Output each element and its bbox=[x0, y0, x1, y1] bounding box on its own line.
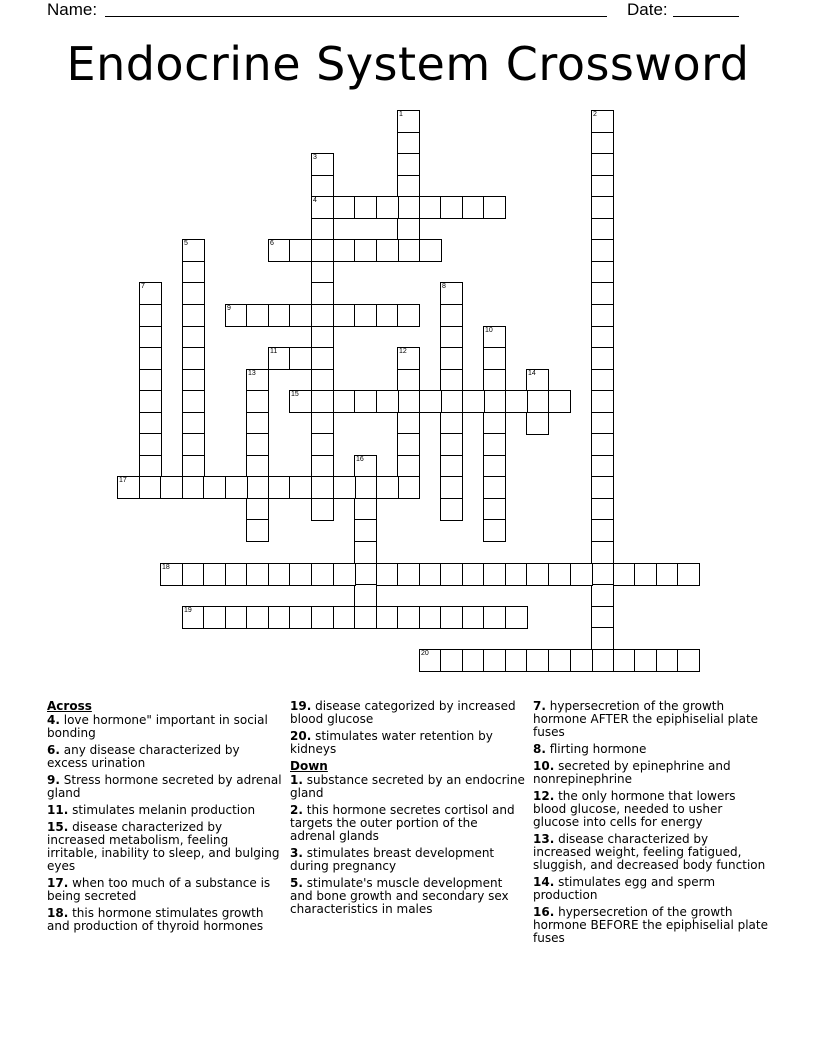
crossword-cell[interactable] bbox=[182, 606, 205, 629]
crossword-cell[interactable] bbox=[677, 649, 700, 672]
crossword-cell[interactable] bbox=[289, 304, 312, 327]
clue-text: stimulates breast development during pregnancy bbox=[290, 846, 495, 873]
crossword-cell[interactable] bbox=[289, 239, 312, 262]
crossword-cell[interactable] bbox=[440, 326, 463, 349]
cell-number: 11 bbox=[270, 348, 278, 355]
crossword-cell[interactable] bbox=[591, 175, 614, 198]
crossword-cell[interactable] bbox=[311, 498, 334, 521]
clue-number: 1. bbox=[290, 773, 303, 787]
crossword-cell[interactable] bbox=[160, 476, 183, 499]
clue-column-2 bbox=[290, 700, 525, 920]
down-heading: Down bbox=[290, 759, 328, 773]
crossword-cell[interactable] bbox=[311, 239, 334, 262]
crossword-cell[interactable] bbox=[246, 455, 269, 478]
crossword-cell[interactable] bbox=[139, 282, 162, 305]
crossword-cell[interactable] bbox=[333, 239, 356, 262]
crossword-cell[interactable] bbox=[203, 563, 226, 586]
cell-number: 20 bbox=[421, 650, 429, 657]
crossword-cell[interactable] bbox=[483, 347, 506, 370]
crossword-cell[interactable] bbox=[419, 649, 442, 672]
crossword-cell[interactable] bbox=[376, 390, 399, 413]
cell-number: 8 bbox=[442, 283, 446, 290]
crossword-cell[interactable] bbox=[483, 390, 506, 413]
crossword-cell[interactable] bbox=[182, 304, 205, 327]
crossword-cell[interactable] bbox=[440, 563, 463, 586]
crossword-cell[interactable] bbox=[311, 218, 334, 241]
crossword-cell[interactable] bbox=[548, 563, 571, 586]
across-clue bbox=[47, 714, 282, 740]
name-label: Name: bbox=[47, 0, 98, 19]
crossword-cell[interactable] bbox=[591, 498, 614, 521]
crossword-cell[interactable] bbox=[591, 304, 614, 327]
crossword-cell[interactable] bbox=[311, 304, 334, 327]
crossword-cell[interactable] bbox=[354, 476, 377, 499]
crossword-cell[interactable] bbox=[591, 347, 614, 370]
crossword-cell[interactable] bbox=[139, 476, 162, 499]
cell-number: 9 bbox=[227, 305, 231, 312]
crossword-cell[interactable] bbox=[376, 476, 399, 499]
crossword-cell[interactable] bbox=[526, 649, 549, 672]
across-clue bbox=[47, 804, 282, 817]
crossword-cell[interactable] bbox=[289, 390, 312, 413]
crossword-cell[interactable] bbox=[591, 412, 614, 435]
crossword-cell[interactable] bbox=[419, 239, 442, 262]
crossword-cell[interactable] bbox=[591, 239, 614, 262]
crossword-cell[interactable] bbox=[268, 476, 291, 499]
crossword-cell[interactable] bbox=[462, 606, 485, 629]
crossword-cell[interactable] bbox=[397, 412, 420, 435]
crossword-cell[interactable] bbox=[483, 498, 506, 521]
crossword-cell[interactable] bbox=[182, 455, 205, 478]
crossword-cell[interactable] bbox=[397, 563, 420, 586]
crossword-cell[interactable] bbox=[483, 563, 506, 586]
crossword-cell[interactable] bbox=[570, 649, 593, 672]
page-title: Endocrine System Crossword bbox=[66, 37, 750, 91]
cell-number: 13 bbox=[248, 370, 256, 377]
across-clue bbox=[47, 907, 282, 933]
crossword-cell[interactable] bbox=[440, 390, 463, 413]
cell-number: 15 bbox=[291, 391, 299, 398]
clue-number: 12. bbox=[533, 789, 555, 803]
crossword-cell[interactable] bbox=[311, 369, 334, 392]
crossword-cell[interactable] bbox=[311, 326, 334, 349]
crossword-cell[interactable] bbox=[440, 369, 463, 392]
crossword-cell[interactable] bbox=[397, 218, 420, 241]
crossword-cell[interactable] bbox=[354, 455, 377, 478]
cell-number: 6 bbox=[270, 240, 274, 247]
clue-text: stimulate's muscle development and bone growth and secondary sex characteristics in males bbox=[290, 876, 509, 916]
crossword-cell[interactable] bbox=[440, 282, 463, 305]
crossword-cell[interactable] bbox=[311, 412, 334, 435]
crossword-cell[interactable] bbox=[440, 606, 463, 629]
crossword-cell[interactable] bbox=[483, 412, 506, 435]
crossword-cell[interactable] bbox=[526, 369, 549, 392]
crossword-cell[interactable] bbox=[246, 606, 269, 629]
crossword-cell[interactable] bbox=[139, 369, 162, 392]
crossword-cell[interactable] bbox=[483, 369, 506, 392]
crossword-cell[interactable] bbox=[397, 369, 420, 392]
crossword-cell[interactable] bbox=[311, 261, 334, 284]
crossword-cell[interactable] bbox=[139, 326, 162, 349]
clue-text: flirting hormone bbox=[549, 742, 647, 756]
crossword-cell[interactable] bbox=[483, 326, 506, 349]
crossword-cell[interactable] bbox=[397, 455, 420, 478]
down-clue bbox=[533, 743, 768, 756]
crossword-cell[interactable] bbox=[268, 239, 291, 262]
cell-number: 19 bbox=[184, 607, 192, 614]
down-clue bbox=[533, 833, 768, 872]
crossword-cell[interactable] bbox=[613, 649, 636, 672]
crossword-cell[interactable] bbox=[354, 390, 377, 413]
crossword-cell[interactable] bbox=[225, 476, 248, 499]
crossword-cell[interactable] bbox=[591, 261, 614, 284]
clue-number: 9. bbox=[47, 773, 60, 787]
crossword-cell[interactable] bbox=[268, 304, 291, 327]
clue-text: this hormone stimulates growth and production of thyroid hormones bbox=[47, 906, 264, 933]
crossword-cell[interactable] bbox=[139, 412, 162, 435]
across-clue bbox=[47, 744, 282, 770]
down-clue bbox=[533, 906, 768, 945]
down-clue bbox=[290, 804, 525, 843]
crossword-cell[interactable] bbox=[182, 433, 205, 456]
crossword-cell[interactable] bbox=[591, 563, 614, 586]
crossword-cell[interactable] bbox=[419, 563, 442, 586]
crossword-cell[interactable] bbox=[591, 110, 614, 133]
crossword-cell[interactable] bbox=[462, 390, 485, 413]
crossword-cell[interactable] bbox=[591, 369, 614, 392]
across-clue bbox=[290, 700, 525, 726]
crossword-cell[interactable] bbox=[483, 649, 506, 672]
crossword-cell[interactable] bbox=[440, 347, 463, 370]
clue-text: disease categorized by increased blood glucose bbox=[290, 699, 516, 726]
crossword-cell[interactable] bbox=[182, 347, 205, 370]
crossword-cell[interactable] bbox=[591, 519, 614, 542]
clue-text: stimulates egg and sperm production bbox=[533, 875, 716, 902]
clue-number: 7. bbox=[533, 699, 546, 713]
crossword-cell[interactable] bbox=[354, 606, 377, 629]
crossword-cell[interactable] bbox=[440, 433, 463, 456]
crossword-cell[interactable] bbox=[397, 433, 420, 456]
crossword-cell[interactable] bbox=[289, 476, 312, 499]
clue-text: disease characterized by increased weight, feeling fatigued, sluggish, and decreased body function bbox=[533, 832, 766, 872]
crossword-cell[interactable] bbox=[139, 433, 162, 456]
crossword-cell[interactable] bbox=[376, 304, 399, 327]
cell-number: 4 bbox=[313, 197, 317, 204]
crossword-cell[interactable] bbox=[311, 455, 334, 478]
crossword-cell[interactable] bbox=[268, 606, 291, 629]
crossword-cell[interactable] bbox=[483, 606, 506, 629]
crossword-cell[interactable] bbox=[311, 433, 334, 456]
crossword-cell[interactable] bbox=[246, 369, 269, 392]
crossword-cell[interactable] bbox=[289, 563, 312, 586]
cell-number: 14 bbox=[528, 370, 536, 377]
crossword-cell[interactable] bbox=[246, 412, 269, 435]
across-clue bbox=[47, 774, 282, 800]
crossword-cell[interactable] bbox=[354, 498, 377, 521]
cell-number: 7 bbox=[141, 283, 145, 290]
crossword-cell[interactable] bbox=[419, 196, 442, 219]
crossword-cell[interactable] bbox=[505, 606, 528, 629]
crossword-cell[interactable] bbox=[268, 563, 291, 586]
crossword-cell[interactable] bbox=[203, 606, 226, 629]
crossword-cell[interactable] bbox=[246, 304, 269, 327]
crossword-cell[interactable] bbox=[376, 606, 399, 629]
crossword-cell[interactable] bbox=[591, 196, 614, 219]
crossword-cell[interactable] bbox=[397, 239, 420, 262]
crossword-cell[interactable] bbox=[203, 476, 226, 499]
clue-text: love hormone" important in social bonding bbox=[47, 713, 268, 740]
crossword-cell[interactable] bbox=[548, 649, 571, 672]
crossword-cell[interactable] bbox=[182, 282, 205, 305]
clue-text: the only hormone that lowers blood glucose, needed to usher glucose into cells for energy bbox=[533, 789, 736, 829]
crossword-cell[interactable] bbox=[656, 649, 679, 672]
crossword-cell[interactable] bbox=[483, 519, 506, 542]
clue-text: this hormone secretes cortisol and targets the outer portion of the adrenal glands bbox=[290, 803, 515, 843]
crossword-cell[interactable] bbox=[397, 390, 420, 413]
crossword-cell[interactable] bbox=[289, 347, 312, 370]
crossword-cell[interactable] bbox=[182, 369, 205, 392]
crossword-cell[interactable] bbox=[613, 563, 636, 586]
crossword-cell[interactable] bbox=[656, 563, 679, 586]
crossword-cell[interactable] bbox=[591, 390, 614, 413]
crossword-cell[interactable] bbox=[591, 282, 614, 305]
cell-number: 1 bbox=[399, 111, 403, 118]
crossword-cell[interactable] bbox=[591, 455, 614, 478]
crossword-cell[interactable] bbox=[333, 563, 356, 586]
crossword-cell[interactable] bbox=[354, 584, 377, 607]
down-clue bbox=[290, 877, 525, 916]
crossword-cell[interactable] bbox=[354, 304, 377, 327]
crossword-cell[interactable] bbox=[397, 110, 420, 133]
crossword-cell[interactable] bbox=[440, 196, 463, 219]
crossword-cell[interactable] bbox=[311, 175, 334, 198]
crossword-cell[interactable] bbox=[139, 455, 162, 478]
clue-text: any disease characterized by excess urination bbox=[47, 743, 240, 770]
crossword-cell[interactable] bbox=[591, 218, 614, 241]
crossword-cell[interactable] bbox=[311, 347, 334, 370]
clue-number: 13. bbox=[533, 832, 555, 846]
clue-number: 10. bbox=[533, 759, 555, 773]
crossword-cell[interactable] bbox=[526, 390, 549, 413]
crossword-cell[interactable] bbox=[182, 476, 205, 499]
clue-column-1 bbox=[47, 700, 282, 937]
crossword-cell[interactable] bbox=[440, 304, 463, 327]
crossword-cell[interactable] bbox=[182, 390, 205, 413]
crossword-cell[interactable] bbox=[246, 390, 269, 413]
crossword-cell[interactable] bbox=[483, 433, 506, 456]
crossword-cell[interactable] bbox=[311, 153, 334, 176]
crossword-cell[interactable] bbox=[397, 347, 420, 370]
crossword-cell[interactable] bbox=[354, 239, 377, 262]
clue-number: 11. bbox=[47, 803, 69, 817]
clue-text: stimulates water retention by kidneys bbox=[290, 729, 493, 756]
crossword-cell[interactable] bbox=[311, 196, 334, 219]
crossword-cell[interactable] bbox=[182, 563, 205, 586]
crossword-cell[interactable] bbox=[225, 304, 248, 327]
clue-text: hypersecretion of the growth hormone BEFORE the epiphiselial plate fuses bbox=[533, 905, 768, 945]
crossword-cell[interactable] bbox=[333, 304, 356, 327]
down-clue bbox=[533, 700, 768, 739]
crossword-cell[interactable] bbox=[160, 563, 183, 586]
cell-number: 2 bbox=[593, 111, 597, 118]
crossword-cell[interactable] bbox=[526, 412, 549, 435]
cell-number: 18 bbox=[162, 564, 170, 571]
clue-number: 5. bbox=[290, 876, 303, 890]
across-clue bbox=[47, 877, 282, 903]
clue-number: 14. bbox=[533, 875, 555, 889]
crossword-cell[interactable] bbox=[440, 412, 463, 435]
crossword-cell[interactable] bbox=[440, 455, 463, 478]
crossword-cell[interactable] bbox=[268, 347, 291, 370]
crossword-cell[interactable] bbox=[505, 649, 528, 672]
crossword-cell[interactable] bbox=[397, 606, 420, 629]
crossword-cell[interactable] bbox=[246, 563, 269, 586]
crossword-cell[interactable] bbox=[311, 390, 334, 413]
crossword-cell[interactable] bbox=[225, 606, 248, 629]
clue-number: 16. bbox=[533, 905, 555, 919]
crossword-cell[interactable] bbox=[182, 412, 205, 435]
clue-number: 19. bbox=[290, 699, 312, 713]
crossword-cell[interactable] bbox=[397, 132, 420, 155]
across-clue bbox=[290, 730, 525, 756]
crossword-cell[interactable] bbox=[548, 390, 571, 413]
cell-number: 12 bbox=[399, 348, 407, 355]
crossword-cell[interactable] bbox=[139, 347, 162, 370]
crossword-cell[interactable] bbox=[376, 239, 399, 262]
crossword-cell[interactable] bbox=[246, 519, 269, 542]
crossword-cell[interactable] bbox=[333, 196, 356, 219]
crossword-cell[interactable] bbox=[311, 282, 334, 305]
crossword-cell[interactable] bbox=[397, 476, 420, 499]
crossword-cell[interactable] bbox=[246, 433, 269, 456]
crossword-cell[interactable] bbox=[591, 541, 614, 564]
crossword-cell[interactable] bbox=[483, 455, 506, 478]
down-clue bbox=[533, 760, 768, 786]
clue-number: 15. bbox=[47, 820, 69, 834]
crossword-cell[interactable] bbox=[376, 196, 399, 219]
clue-number: 3. bbox=[290, 846, 303, 860]
clue-text: stimulates melanin production bbox=[72, 803, 256, 817]
crossword-cell[interactable] bbox=[354, 541, 377, 564]
crossword-cell[interactable] bbox=[419, 606, 442, 629]
crossword-cell[interactable] bbox=[376, 563, 399, 586]
clue-number: 4. bbox=[47, 713, 60, 727]
crossword-cell[interactable] bbox=[397, 153, 420, 176]
crossword-cell[interactable] bbox=[634, 563, 657, 586]
crossword-cell[interactable] bbox=[246, 476, 269, 499]
crossword-cell[interactable] bbox=[591, 649, 614, 672]
crossword-cell[interactable] bbox=[591, 132, 614, 155]
crossword-cell[interactable] bbox=[419, 390, 442, 413]
crossword-cell[interactable] bbox=[225, 563, 248, 586]
crossword-cell[interactable] bbox=[591, 584, 614, 607]
crossword-cell[interactable] bbox=[462, 649, 485, 672]
crossword-cell[interactable] bbox=[634, 649, 657, 672]
crossword-cell[interactable] bbox=[462, 196, 485, 219]
crossword-cell[interactable] bbox=[139, 304, 162, 327]
clue-text: disease characterized by increased metabolism, feeling irritable, inability to sleep, and bulging eyes bbox=[47, 820, 280, 873]
crossword-cell[interactable] bbox=[311, 563, 334, 586]
crossword-cell[interactable] bbox=[505, 390, 528, 413]
crossword-cell[interactable] bbox=[591, 153, 614, 176]
crossword-cell[interactable] bbox=[397, 304, 420, 327]
crossword-cell[interactable] bbox=[440, 498, 463, 521]
crossword-cell[interactable] bbox=[311, 476, 334, 499]
clue-text: when too much of a substance is being secreted bbox=[47, 876, 271, 903]
crossword-cell[interactable] bbox=[483, 476, 506, 499]
crossword-cell[interactable] bbox=[139, 390, 162, 413]
crossword-cell[interactable] bbox=[246, 498, 269, 521]
crossword-cell[interactable] bbox=[354, 196, 377, 219]
crossword-cell[interactable] bbox=[591, 476, 614, 499]
crossword-cell[interactable] bbox=[591, 606, 614, 629]
across-heading: Across bbox=[47, 699, 92, 713]
crossword-cell[interactable] bbox=[182, 261, 205, 284]
cell-number: 5 bbox=[184, 240, 188, 247]
cell-number: 16 bbox=[356, 456, 364, 463]
crossword-cell[interactable] bbox=[570, 563, 593, 586]
clue-number: 18. bbox=[47, 906, 69, 920]
crossword-cell[interactable] bbox=[591, 433, 614, 456]
crossword-cell[interactable] bbox=[440, 476, 463, 499]
down-clue bbox=[290, 847, 525, 873]
clue-number: 8. bbox=[533, 742, 546, 756]
crossword-cell[interactable] bbox=[289, 606, 312, 629]
cell-number: 3 bbox=[313, 154, 317, 161]
crossword-cell[interactable] bbox=[505, 563, 528, 586]
cell-number: 17 bbox=[119, 477, 127, 484]
crossword-cell[interactable] bbox=[397, 175, 420, 198]
clue-text: substance secreted by an endocrine gland bbox=[290, 773, 525, 800]
crossword-cell[interactable] bbox=[354, 519, 377, 542]
clue-text: secreted by epinephrine and nonrepinephrine bbox=[533, 759, 731, 786]
crossword-cell[interactable] bbox=[677, 563, 700, 586]
cell-number: 10 bbox=[485, 327, 493, 334]
crossword-cell[interactable] bbox=[117, 476, 140, 499]
crossword-cell[interactable] bbox=[182, 239, 205, 262]
clue-number: 2. bbox=[290, 803, 303, 817]
clue-column-3 bbox=[533, 700, 768, 949]
date-label: Date: bbox=[627, 0, 668, 19]
down-clue bbox=[290, 774, 525, 800]
crossword-cell[interactable] bbox=[526, 563, 549, 586]
across-clue bbox=[47, 821, 282, 873]
crossword-cell[interactable] bbox=[333, 390, 356, 413]
clue-number: 20. bbox=[290, 729, 312, 743]
crossword-cell[interactable] bbox=[354, 563, 377, 586]
crossword-cell[interactable] bbox=[591, 326, 614, 349]
crossword-cell[interactable] bbox=[591, 627, 614, 650]
crossword-cell[interactable] bbox=[182, 326, 205, 349]
crossword-cell[interactable] bbox=[483, 196, 506, 219]
down-clue bbox=[533, 876, 768, 902]
crossword-cell[interactable] bbox=[333, 476, 356, 499]
clue-text: Stress hormone secreted by adrenal gland bbox=[47, 773, 282, 800]
crossword-cell[interactable] bbox=[440, 649, 463, 672]
clue-text: hypersecretion of the growth hormone AFTER the epiphiselial plate fuses bbox=[533, 699, 759, 739]
crossword-cell[interactable] bbox=[333, 606, 356, 629]
crossword-cell[interactable] bbox=[462, 563, 485, 586]
clue-number: 6. bbox=[47, 743, 60, 757]
down-clue bbox=[533, 790, 768, 829]
crossword-cell[interactable] bbox=[397, 196, 420, 219]
crossword-cell[interactable] bbox=[311, 606, 334, 629]
clue-number: 17. bbox=[47, 876, 69, 890]
